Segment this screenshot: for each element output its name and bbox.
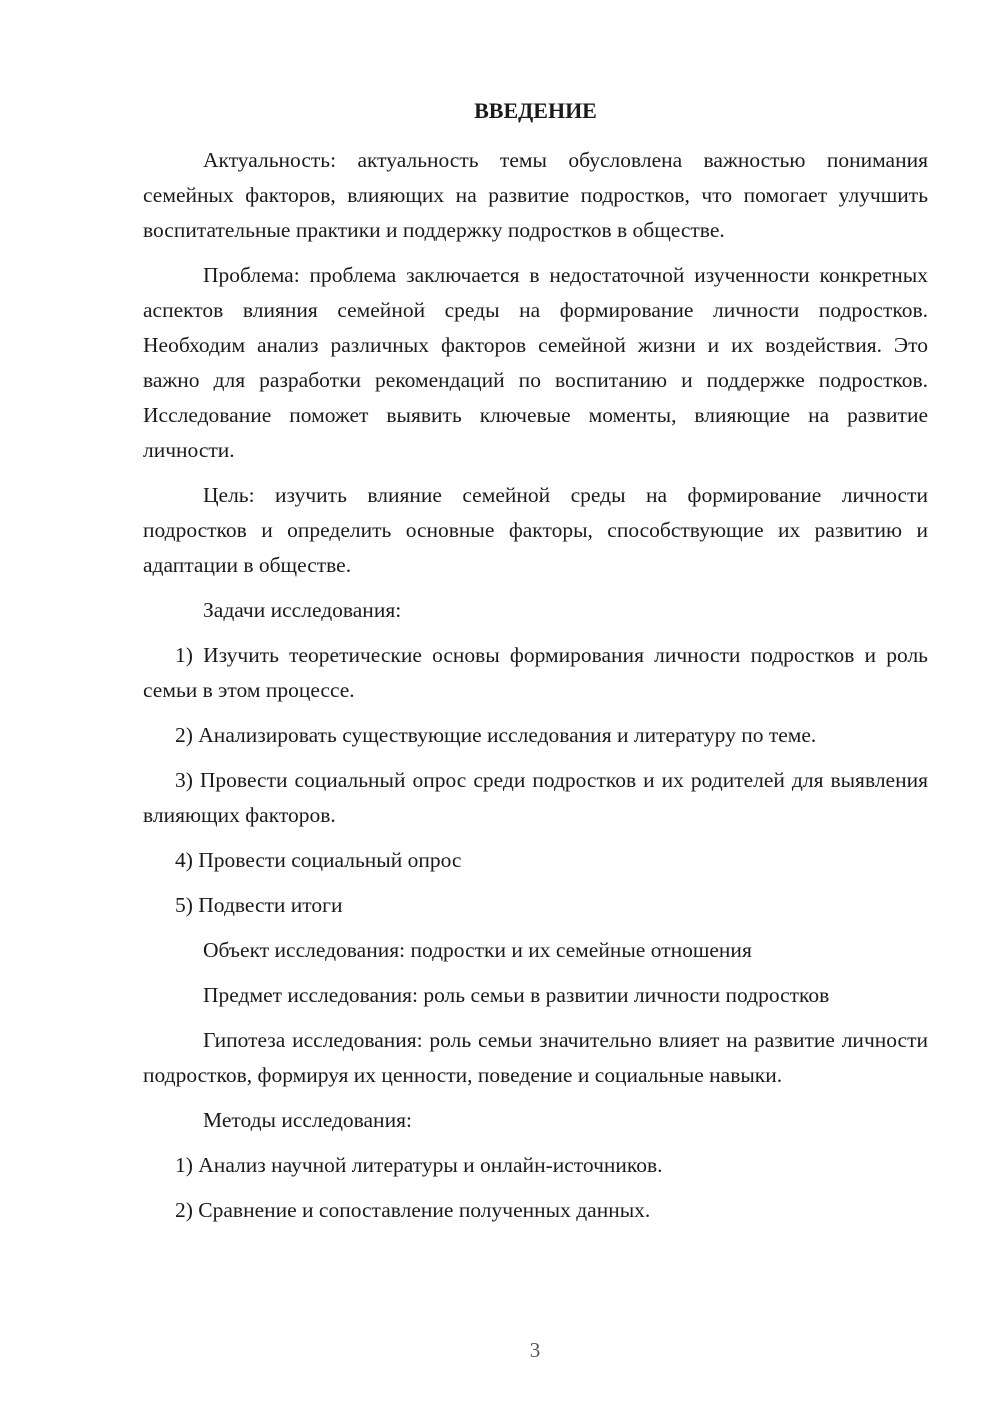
- object-paragraph: Объект исследования: подростки и их семейные отношения: [203, 938, 752, 962]
- task-item: 2) Анализировать существующие исследования и литературу по теме.: [175, 723, 817, 747]
- problem-paragraph: Проблема: проблема заключается в недостаточной изученности конкретных аспектов влияния семейной среды на формирование личности подростков. Необходим анализ различных факторов семейной жизни и их воздействия. Это важно для разработки рекомендаций по воспитанию и поддержке подростков. Исследование поможет выявить ключевые моменты, влияющие на развитие личности.: [143, 263, 928, 462]
- method-item: 1) Анализ научной литературы и онлайн-источников.: [175, 1153, 663, 1177]
- task-item: 1) Изучить теоретические основы формирования личности подростков и роль семьи в этом процессе.: [143, 643, 928, 702]
- goal-paragraph: Цель: изучить влияние семейной среды на формирование личности подростков и определить основные факторы, способствующие их развитию и адаптации в обществе.: [143, 483, 928, 577]
- method-item: 2) Сравнение и сопоставление полученных данных.: [175, 1198, 651, 1222]
- tasks-heading: Задачи исследования:: [203, 598, 402, 622]
- page-number: 3: [529, 1338, 541, 1362]
- task-item: 3) Провести социальный опрос среди подростков и их родителей для выявления влияющих факторов.: [143, 768, 928, 827]
- task-item: 5) Подвести итоги: [175, 893, 343, 917]
- relevance-paragraph: Актуальность: актуальность темы обусловлена важностью понимания семейных факторов, влияющих на развитие подростков, что помогает улучшить воспитательные практики и поддержку подростков в обществе.: [143, 148, 928, 242]
- methods-heading: Методы исследования:: [203, 1108, 412, 1132]
- page-title: ВВЕДЕНИЕ: [474, 98, 597, 123]
- task-item: 4) Провести социальный опрос: [175, 848, 462, 872]
- document-page: [143, 93, 928, 1228]
- subject-paragraph: Предмет исследования: роль семьи в развитии личности подростков: [203, 983, 830, 1007]
- hypothesis-paragraph: Гипотеза исследования: роль семьи значительно влияет на развитие личности подростков, формируя их ценности, поведение и социальные навыки.: [143, 1028, 928, 1087]
